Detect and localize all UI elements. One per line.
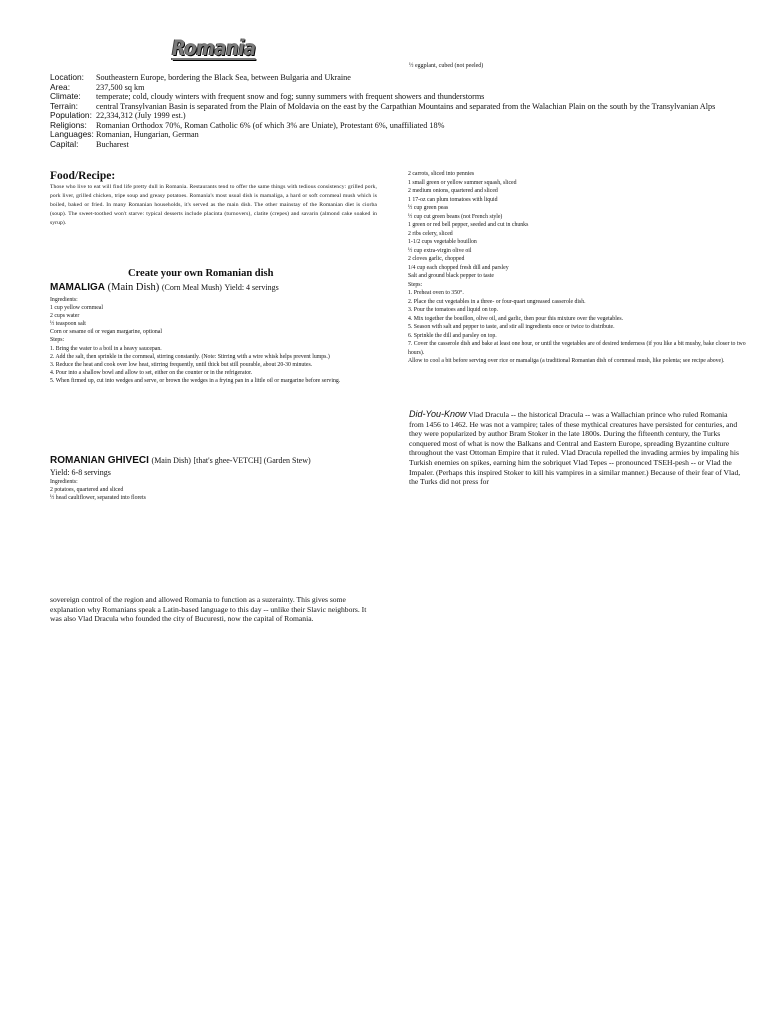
- did-you-know-box: [409, 410, 744, 487]
- recipe-line: 1 cup yellow cornmeal: [50, 305, 103, 312]
- recipe-type: (Main Dish): [151, 456, 191, 465]
- did-you-know-continued: sovereign control of the region and allowed Romania to function as a suzerainty. This gives some explanation why Romanians speak a Latin-based language to this day -- unlike their Slavic neighbors. It was also Vlad Dracula who founded the city of Bucuresti, now the capital of Romania.: [50, 595, 367, 624]
- recipe-line: 4. Pour into a shallow bowl and allow to set, either on the counter or in the refrigerator.: [50, 369, 253, 376]
- food-intro-paragraph: Those who live to eat will find life pretty dull in Romania. Restaurants tend to offer the same things with tedious consistency: grilled pork, pork liver, grilled chicken, tripe soup and greasy potatoes. Romania's most usual dish is mamaliga, a hard or soft cornmeal mush which is boiled, baked or fried. In many Romanian households, it's served as the main dish. The other mainstay of the Romanian diet is ciorba (soup). The sweet-toothed won't starve: typical desserts include placinta (turnovers), clatite (crepes) and savarin (almond cake soaked in syrup).: [50, 184, 377, 226]
- recipe-yield: Yield: 4 servings: [224, 283, 279, 292]
- recipe-line: Steps:: [50, 337, 65, 344]
- recipe-line: Salt and ground black pepper to taste: [408, 273, 494, 279]
- fact-value: Romanian, Hungarian, German: [96, 130, 199, 139]
- recipe-name: MAMALIGA: [50, 282, 105, 293]
- fact-population: [50, 111, 730, 121]
- recipe-line: 2. Place the cut vegetables in a three- or four-quart ungreased casserole dish.: [408, 298, 586, 305]
- recipe-line: 2. Add the salt, then sprinkle in the cornmeal, stirring constantly. (Note: Stirring with a wire whisk helps prevent lumps.): [50, 353, 330, 360]
- fact-label: Population:: [50, 110, 92, 120]
- recipe-type: (Main Dish): [107, 282, 160, 293]
- fact-value: Southeastern Europe, bordering the Black Sea, between Bulgaria and Ukraine: [96, 73, 351, 82]
- fact-label: Terrain:: [50, 100, 78, 111]
- recipe-yield: Yield: 6-8 servings: [50, 468, 111, 477]
- recipe-subtitle: (Corn Meal Mush): [161, 283, 222, 292]
- fact-label: Climate:: [50, 91, 81, 101]
- did-you-know-text: Vlad Dracula -- the historical Dracula -- was a Wallachian prince who ruled Romania from 1456 to 1462. He was not a vampire; tales of these mythical creatures have persisted for centuries, and they were popularized by author Bram Stoker in the late 1800s. During the fifteenth century, the Turks conquered most of what is now the Balkans and Central and Eastern Europe, spreading Byzantine culture throughout the vast Ottoman Empire that it ruled. Vlad Dracula repelled the invading armies by impaling his Turkish enemies on spikes, earning him the sobriquet Vlad Tepes -- pronounced TSEH-pesh -- or Vlad the Impaler. (Perhaps this inspired Stoker to kill his vampires in a similar manner.) Because of their fear of Vlad, the Turks did not press for: [409, 410, 741, 487]
- did-you-know-label: Did-You-Know: [409, 409, 467, 419]
- recipe-line: 3. Reduce the heat and cook over low heat, stirring frequently, until thick but still pourable, about 20-30 minutes.: [50, 361, 313, 368]
- recipe-name: ROMANIAN GHIVECI: [50, 455, 149, 466]
- food-recipe-heading: Food/Recipe:: [50, 170, 116, 182]
- country-facts: [50, 73, 730, 149]
- fact-capital: [50, 140, 730, 150]
- recipe-line: ½ cup extra-virgin olive oil: [408, 247, 472, 254]
- fact-value: 22,334,312 (July 1999 est.): [96, 111, 186, 120]
- recipe-line: 2 potatoes, quartered and sliced: [50, 487, 124, 494]
- fact-value: temperate; cold, cloudy winters with frequent snow and fog; sunny summers with frequent showers and thunderstorms: [96, 92, 485, 101]
- recipe-line: 6. Sprinkle the dill and parsley on top.: [408, 332, 497, 339]
- fact-terrain: [50, 102, 730, 112]
- fact-label: Area:: [50, 81, 71, 92]
- recipe-line: 1-1/2 cups vegetable bouillon: [408, 239, 477, 245]
- fact-value: Bucharest: [96, 139, 129, 149]
- recipe-line: 2 medium onions, quartered and sliced: [408, 188, 498, 194]
- ghiveci-recipe-continued: [408, 170, 750, 366]
- fact-location: [50, 73, 730, 83]
- eggplant-ingredient-line: ½ eggplant, cubed (not peeled): [409, 63, 484, 69]
- recipe-line: 2 cups water: [50, 313, 80, 320]
- recipe-line: 5. When firmed up, cut into wedges and serve, or brown the wedges in a frying pan in a little oil or margarine before serving.: [50, 377, 341, 384]
- recipe-line: ½ cup green peas: [408, 205, 449, 211]
- recipe-line: Steps:: [408, 281, 423, 288]
- mamaliga-recipe-body: [50, 296, 378, 385]
- recipe-line: 2 ribs celery, sliced: [408, 230, 453, 237]
- fact-label: Location:: [50, 72, 84, 82]
- recipe-line: 4. Mix together the bouillon, olive oil, and garlic, then pour this mixture over the vegetables.: [408, 315, 624, 322]
- fact-value: Romanian Orthodox 70%, Roman Catholic 6% (of which 3% are Uniate), Protestant 6%, unaffiliated 18%: [96, 120, 445, 130]
- recipe-line: Ingredients:: [50, 297, 78, 303]
- fact-label: Languages:: [50, 129, 94, 139]
- fact-religions: [50, 121, 730, 131]
- recipe-line: 2 carrots, sliced into pennies: [408, 171, 475, 177]
- recipe-line: ½ cup cut green beans (not French style): [408, 213, 503, 220]
- recipe-line: 1. Bring the water to a boil in a heavy saucepan.: [50, 345, 162, 352]
- fact-label: Capital:: [50, 138, 79, 149]
- recipe-line: Corn or sesame oil or vegan margarine, optional: [50, 329, 162, 336]
- fact-area: [50, 83, 730, 93]
- fact-label: Religions:: [50, 119, 87, 130]
- recipe-line: 2 cloves garlic, chopped: [408, 256, 465, 262]
- ghiveci-recipe-body: [50, 478, 378, 502]
- recipe-line: Ingredients:: [50, 479, 78, 485]
- recipe-line: Allow to cool a bit before serving over rice or mamaliga (a traditional Romanian dish of cornmeal mush, like polenta; see recipe above).: [408, 358, 725, 364]
- recipe-line: ½ teaspoon salt: [50, 321, 86, 328]
- recipe-subtitle: [that's ghee-VETCH] (Garden Stew): [193, 456, 311, 465]
- fact-value: 237,500 sq km: [96, 82, 145, 92]
- mamaliga-title: [50, 282, 279, 294]
- recipe-line: 3. Pour the tomatoes and liquid on top.: [408, 307, 499, 313]
- recipe-line: 1/4 cup each chopped fresh dill and parsley: [408, 264, 509, 271]
- recipe-line: 5. Season with salt and pepper to taste, and stir all ingredients once or twice to distribute.: [408, 324, 615, 330]
- recipe-line: ½ head cauliflower, separated into florets: [50, 495, 146, 502]
- page-title: Romania: [172, 36, 256, 60]
- recipe-line: 1 17-oz can plum tomatoes with liquid: [408, 196, 498, 203]
- recipe-line: 7. Cover the casserole dish and bake at least one hour, or until the vegetables are of desired tenderness (if you like a bit mushy, bake closer to two hours).: [408, 341, 746, 356]
- create-dish-heading: Create your own Romanian dish: [128, 268, 274, 279]
- fact-climate: [50, 92, 730, 102]
- recipe-line: 1. Preheat oven to 350°.: [408, 290, 464, 296]
- recipe-line: 1 green or red bell pepper, seeded and cut in chunks: [408, 222, 529, 228]
- fact-languages: [50, 130, 730, 140]
- recipe-line: 1 small green or yellow summer squash, sliced: [408, 179, 517, 186]
- ghiveci-title: [50, 455, 311, 467]
- fact-value: central Transylvanian Basin is separated from the Plain of Moldavia on the east by the Carpathian Mountains and separated from the Walachian Plain on the south by the Transylvanian Alps: [96, 101, 716, 111]
